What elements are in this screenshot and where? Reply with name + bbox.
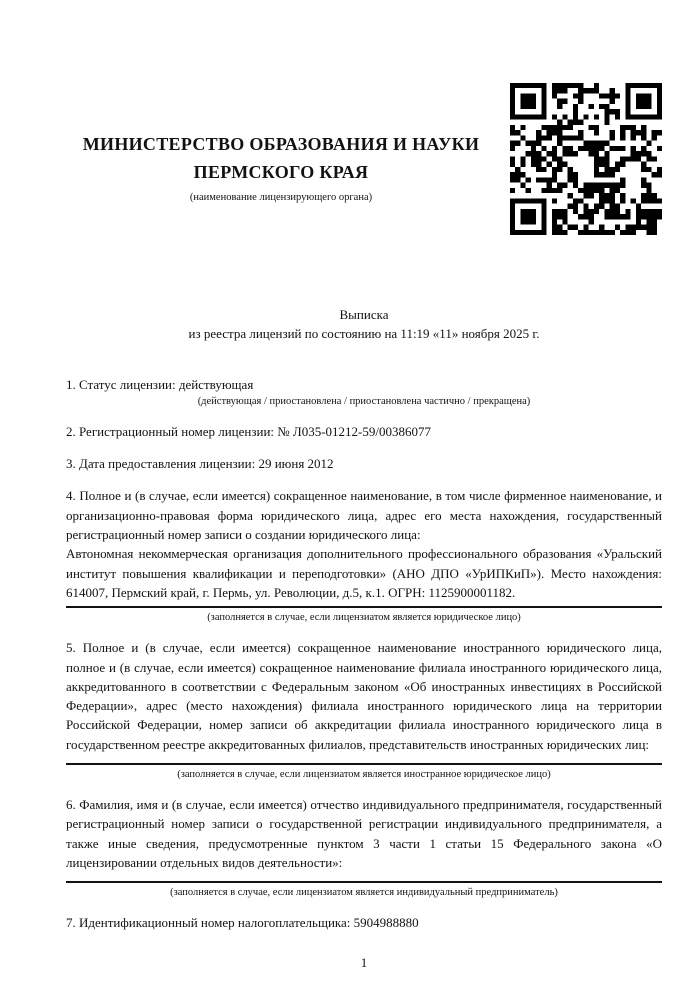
ministry-name-line2: ПЕРМСКОГО КРАЯ xyxy=(193,162,369,182)
section-foreign-entity xyxy=(66,638,662,782)
section-license-date xyxy=(66,454,662,473)
registration-number-text: 2. Регистрационный номер лицензии: № Л035-01212-59/00386077 xyxy=(66,423,432,439)
section-license-status xyxy=(66,375,662,409)
licensing-authority-block xyxy=(66,83,510,204)
legal-entity-value: Автономная некоммерческая организация дополнительного профессионального образования «Уральский институт повышения квалификации и переподготовки» (АНО ДПО «УрИПКиП»). Место нахождения: 614007, Пермский край, г. Пермь, ул. Революции, д.5, к.1. ОГРН: 1125900001182. xyxy=(66,546,662,600)
document-title-line1: Выписка xyxy=(339,307,389,322)
ministry-name-line1: МИНИСТЕРСТВО ОБРАЗОВАНИЯ И НАУКИ xyxy=(82,134,480,154)
section-legal-entity xyxy=(66,486,662,625)
licensing-authority-caption: (наименование лицензирующего органа) xyxy=(189,192,373,203)
individual-entrepreneur-label: 6. Фамилия, имя и (в случае, если имеется) отчество индивидуального предпринимателя, государственный регистрационный номер записи о государственной регистрации индивидуального предпринимателя, а также иные сведения, предусмотренные пунктом 3 части 1 статьи 15 Федерального закона «О лицензировании отдельных видов деятельности»: xyxy=(66,797,662,870)
section-individual-entrepreneur xyxy=(66,795,662,900)
qr-code xyxy=(510,83,662,235)
individual-entrepreneur-caption: (заполняется в случае, если лицензиатом является индивидуальный предприниматель) xyxy=(170,887,558,899)
page-number: 1 xyxy=(360,954,368,970)
license-status-options-caption: (действующая / приостановлена / приостановлена частично / прекращена) xyxy=(197,395,531,407)
legal-entity-label: 4. Полное и (в случае, если имеется) сокращенное наименование, в том числе фирменное наименование, и организационно-правовая форма юридического лица, адрес его места нахождения, государственный регистрационный номер записи о создании юридического лица: xyxy=(66,488,662,543)
foreign-entity-caption: (заполняется в случае, если лицензиатом является иностранное юридическое лицо) xyxy=(177,769,551,781)
legal-entity-caption: (заполняется в случае, если лицензиатом является юридическое лицо) xyxy=(207,612,521,624)
foreign-entity-label: 5. Полное и (в случае, если имеется) сокращенное наименование иностранного юридического лица, полное и (в случае, если имеется) сокращенное наименование филиала иностранного юридического лица, аккредитованного в соответствии с Федеральным законом «Об иностранных инвестициях в Российской Федерации», адрес (место нахождения) филиала иностранного юридического лица на территории Российской Федерации, номер записи об аккредитации филиала иностранного юридического лица в государственном реестре аккредитованных филиалов, представительств иностранных юридических лиц: xyxy=(66,640,662,752)
document-title-line2: из реестра лицензий по состоянию на 11:19 «11» ноября 2025 г. xyxy=(188,326,540,342)
license-status-text: 1. Статус лицензии: действующая xyxy=(66,376,254,392)
document-header xyxy=(66,0,662,241)
document-title xyxy=(66,305,662,344)
section-registration-number xyxy=(66,422,662,441)
license-date-text: 3. Дата предоставления лицензии: 29 июня 2012 xyxy=(66,456,334,472)
qr-code-container xyxy=(510,83,662,241)
section-taxpayer-number xyxy=(66,913,662,932)
taxpayer-number-text: 7. Идентификационный номер налогоплательщика: 5904988880 xyxy=(66,915,419,931)
